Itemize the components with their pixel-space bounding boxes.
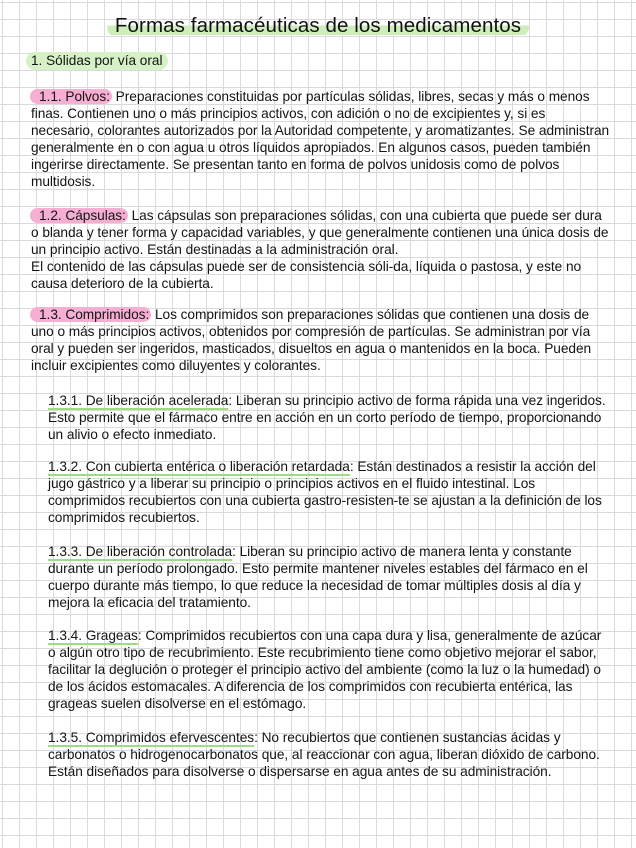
paragraph-liberacion-acelerada-line xyxy=(31,392,611,443)
page-title xyxy=(0,13,636,39)
term-liberacion-controlada: 1.3.3. De liberación controlada xyxy=(48,544,233,559)
paragraph-liberacion-acelerada xyxy=(31,392,611,443)
paragraph-liberacion-controlada xyxy=(31,543,611,611)
term-capsulas: 1.2. Cápsulas: xyxy=(30,208,128,223)
paragraph-comprimidos-line xyxy=(31,306,611,374)
paragraph-cubierta-enterica-text: : Están destinados a resistir la acción del jugo gástrico y a liberar su principio o principios activos en el fluido intestinal. Los comprimidos recubiertos con una cubierta gastro-resisten-te se ajustan a la definición de los comprimidos recubiertos. xyxy=(48,459,602,525)
term-comprimidos: 1.3. Comprimidos: xyxy=(30,307,151,322)
paragraph-capsulas-text: Las cápsulas son preparaciones sólidas, con una cubierta que puede ser dura o blanda y tener forma y capacidad variables, y que generalmente contienen una única dosis de un principio activo. Están destinadas a la administración oral. xyxy=(31,208,609,257)
paragraph-polvos-text: Preparaciones constituidas por partículas sólidas, libres, secas y más o menos finas. Contienen uno o más principios activos, con adición o no de excipientes y, si es necesario, colorantes autorizados por la Autoridad competente, y aromatizantes. Se administran generalmente en o con agua u otros líquidos apropiados. En algunos casos, pueden también ingerirse directamente. Se presentan tanto en forma de polvos unidosis como de polvos multidosis. xyxy=(31,89,610,189)
term-polvos: 1.1. Polvos: xyxy=(30,89,112,104)
paragraph-grageas xyxy=(31,627,611,712)
paragraph-efervescentes-text: : No recubiertos que contienen sustancias ácidas y carbonatos o hidrogenocarbonatos que, al reaccionar con agua, liberan dióxido de carbono. Están diseñados para disolverse o dispersarse en agua antes de su administración. xyxy=(48,730,600,779)
paragraph-capsulas xyxy=(31,207,611,292)
paragraph-capsulas-line xyxy=(31,207,611,258)
paragraph-efervescentes xyxy=(31,729,611,780)
term-cubierta-enterica: 1.3.2. Con cubierta entérica o liberación retardada xyxy=(48,459,350,474)
term-grageas: 1.3.4. Grageas xyxy=(48,628,138,643)
paragraph-cubierta-enterica-line xyxy=(31,458,611,526)
paragraph-polvos-line xyxy=(31,88,611,190)
paragraph-efervescentes-line xyxy=(31,729,611,780)
term-efervescentes: 1.3.5. Comprimidos efervescentes xyxy=(48,730,255,745)
paragraph-grageas-text: : Comprimidos recubiertos con una capa dura y lisa, generalmente de azúcar o algún otro tipo de recubrimiento. Este recubrimiento tiene como objetivo mejorar el sabor, facilitar la deglución o proteger el principio activo del ambiente (como la luz o la humedad) o de los ácidos estomacales. A diferencia de los comprimidos con recubierta entérica, las grageas suelen disolverse en el estómago. xyxy=(48,628,602,711)
paragraph-liberacion-controlada-text: : Liberan su principio activo de manera lenta y constante durante un período prolongado. Esto permite mantener niveles estables del fármaco en el cuerpo durante más tiempo, lo que reduce la necesidad de tomar múltiples dosis al día y mejora la eficacia del tratamiento. xyxy=(48,544,588,610)
term-liberacion-acelerada: 1.3.1. De liberación acelerada xyxy=(48,393,229,408)
paragraph-comprimidos-text: Los comprimidos son preparaciones sólidas que contienen una dosis de uno o más principios activos, obtenidos por compresión de partículas. Se administran por vía oral y pueden ser ingeridos, masticados, disueltos en agua o mantenidos en la boca. Pueden incluir excipientes como diluyentes y colorantes. xyxy=(31,307,592,373)
paragraph-liberacion-controlada-line xyxy=(31,543,611,611)
paragraph-comprimidos xyxy=(31,306,611,374)
paragraph-capsulas-line-2: El contenido de las cápsulas puede ser de consistencia sóli-da, líquida o pastosa, y este no causa deterioro de la cubierta. xyxy=(31,259,582,291)
page-title-text: Formas farmacéuticas de los medicamentos xyxy=(107,14,529,37)
paragraph-liberacion-acelerada-text: : Liberan su principio activo de forma rápida una vez ingeridos. Esto permite que el fármaco entre en acción en un corto período de tiempo, proporcionando un alivio o efecto inmediato. xyxy=(48,393,606,442)
paragraph-grageas-line xyxy=(31,627,611,712)
section-heading: 1. Sólidas por vía oral xyxy=(26,52,168,70)
paragraph-polvos xyxy=(31,88,611,190)
paragraph-cubierta-enterica xyxy=(31,458,611,526)
